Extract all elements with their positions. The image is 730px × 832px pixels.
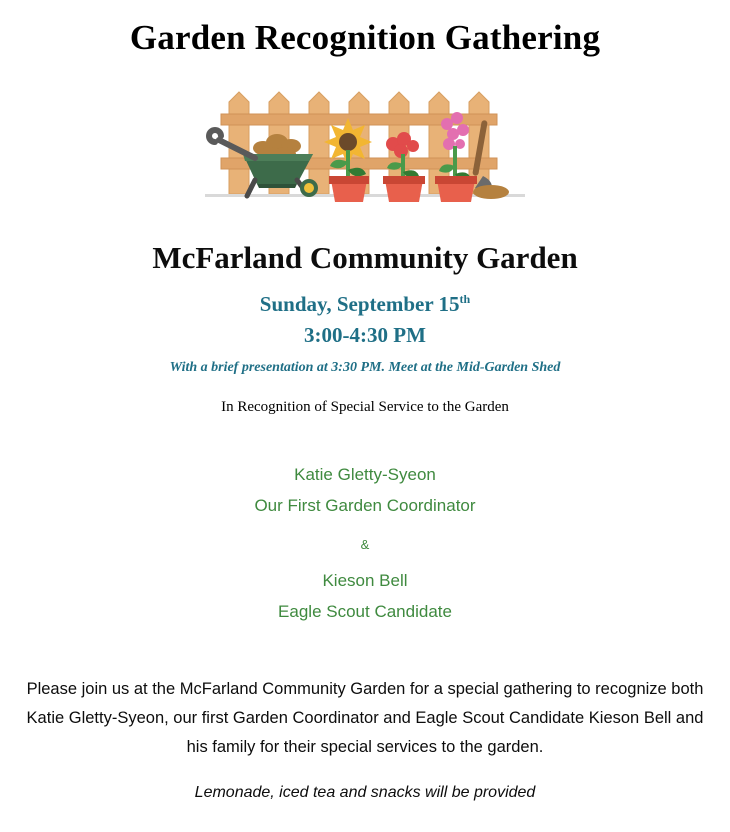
event-time: 3:00-4:30 PM [304, 323, 426, 347]
honorees-list [0, 460, 730, 627]
honoree-name-1: Katie Gletty-Syeon [294, 465, 436, 484]
ampersand-separator: & [360, 537, 370, 553]
honoree-name-2: Kieson Bell [322, 571, 408, 591]
honoree-role-2: Eagle Scout Candidate [278, 601, 452, 621]
honoree-role-1: Our First Garden Coordinator [254, 495, 476, 515]
body-paragraph: Please join us at the McFarland Community Garden for a special gathering to recognize both Katie Gletty-Syeon, our first Garden Coordinator and Eagle Scout Candidate Kieson Bell and his family for their special services to the garden. [26, 680, 704, 757]
event-date [0, 292, 730, 317]
flyer-page [0, 18, 730, 832]
presentation-note: With a brief presentation at 3:30 PM. Meet at the Mid-Garden Shed [169, 360, 561, 375]
garden-illustration-svg [185, 84, 545, 214]
refreshments-note: Lemonade, iced tea and snacks will be provided [194, 784, 536, 801]
garden-illustration [185, 84, 545, 214]
garden-name: McFarland Community Garden [152, 240, 578, 275]
recognition-line: In Recognition of Special Service to the Garden [221, 399, 509, 415]
event-date-text: Sunday, September 15 [259, 292, 460, 316]
event-date-ordinal: th [459, 292, 471, 306]
page-title: Garden Recognition Gathering [129, 18, 601, 57]
